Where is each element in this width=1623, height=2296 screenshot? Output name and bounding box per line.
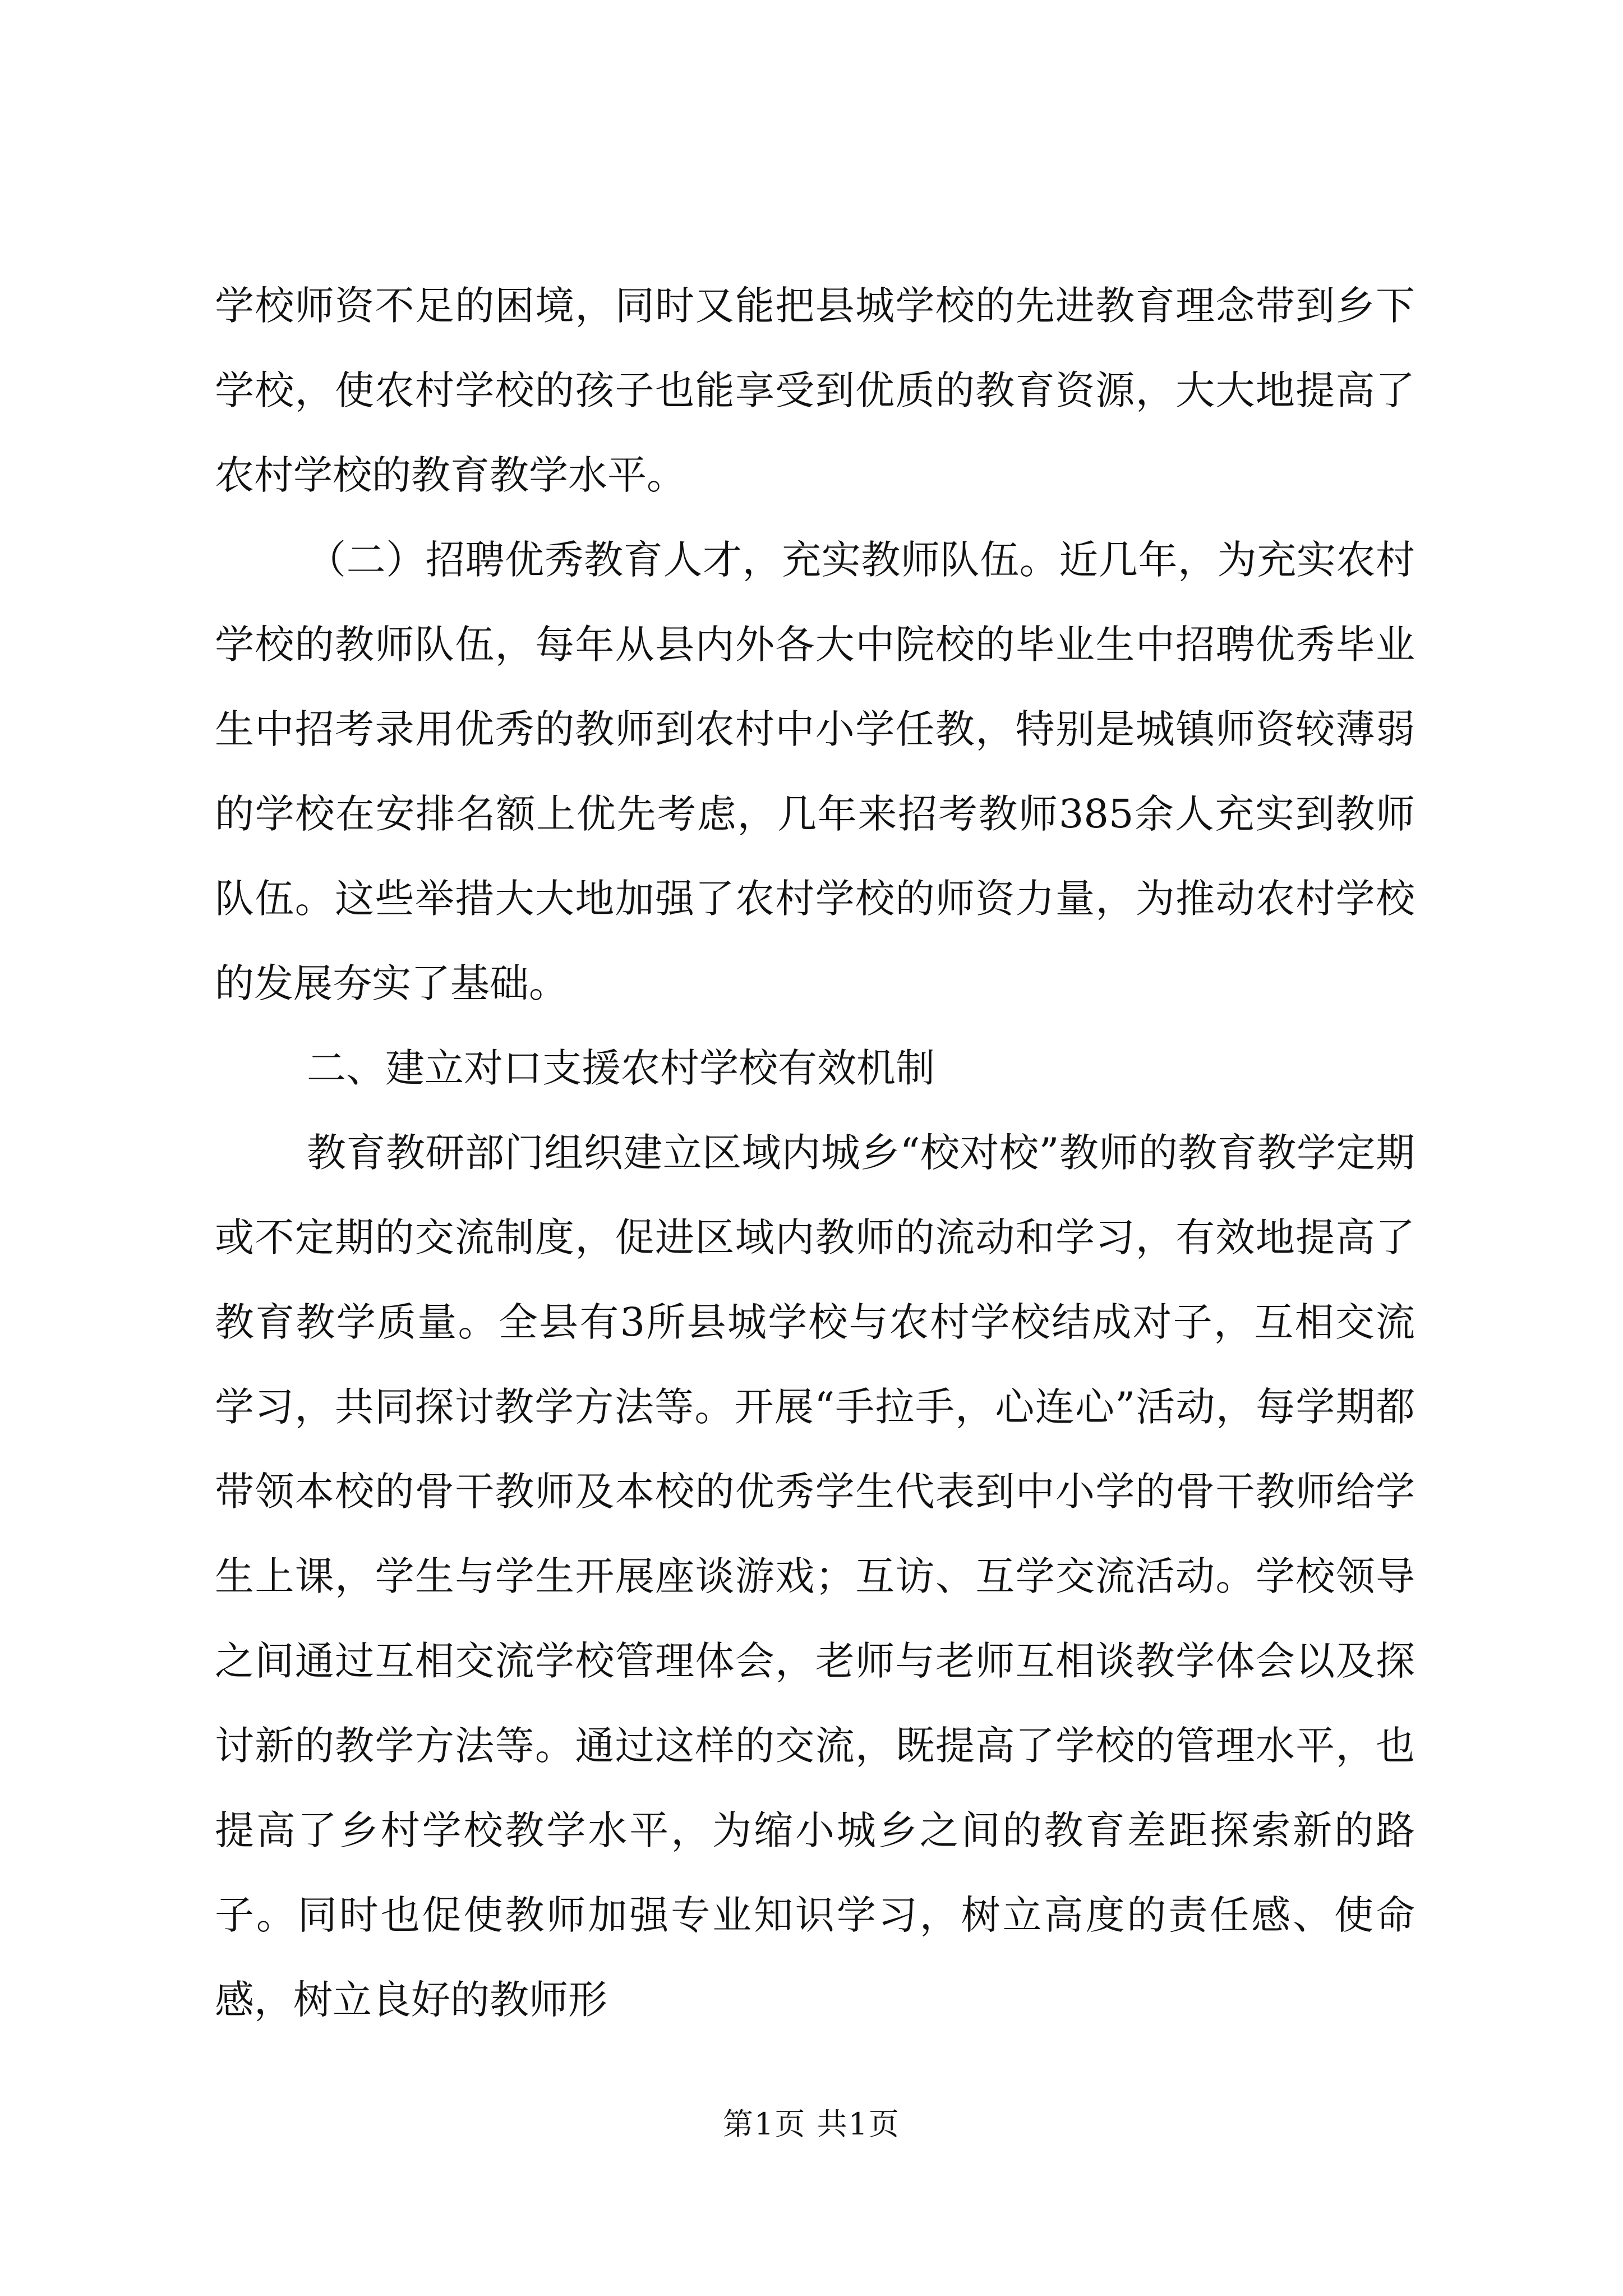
paragraph-continuation: 学校师资不足的困境，同时又能把县城学校的先进教育理念带到乡下学校，使农村学校的孩子也能享受到优质的教育资源，大大地提高了农村学校的教育教学水平。	[215, 283, 1415, 498]
page-footer: 第1页 共1页	[723, 2106, 900, 2142]
section-heading: 二、建立对口支援农村学校有效机制	[307, 1045, 935, 1091]
paragraph-exchange-mechanism: 教育教研部门组织建立区域内城乡“校对校”教师的教育教学定期或不定期的交流制度，促进区域内教师的流动和学习，有效地提高了教育教学质量。全县有3所县城学校与农村学校结成对子，互相交流学习，共同探讨教学方法等。开展“手拉手，心连心”活动，每学期都带领本校的骨干教师及本校的优秀学生代表到中小学的骨干教师给学生上课，学生与学生开展座谈游戏；互访、互学交流活动。学校领导之间通过互相交流学校管理体会，老师与老师互相谈教学体会以及探讨新的教学方法等。通过这样的交流，既提高了学校的管理水平，也提高了乡村学校教学水平，为缩小城乡之间的教育差距探索新的路子。同时也促使教师加强专业知识学习，树立高度的责任感、使命感，树立良好的教师形	[215, 1130, 1415, 2023]
document-body	[215, 264, 1415, 2042]
paragraph-teacher-recruitment: （二）招聘优秀教育人才，充实教师队伍。近几年，为充实农村学校的教师队伍，每年从县内外各大中院校的毕业生中招聘优秀毕业生中招考录用优秀的教师到农村中小学任教，特别是城镇师资较薄弱的学校在安排名额上优先考虑，几年来招考教师385余人充实到教师队伍。这些举措大大地加强了农村学校的师资力量，为推动农村学校的发展夯实了基础。	[215, 537, 1415, 1006]
